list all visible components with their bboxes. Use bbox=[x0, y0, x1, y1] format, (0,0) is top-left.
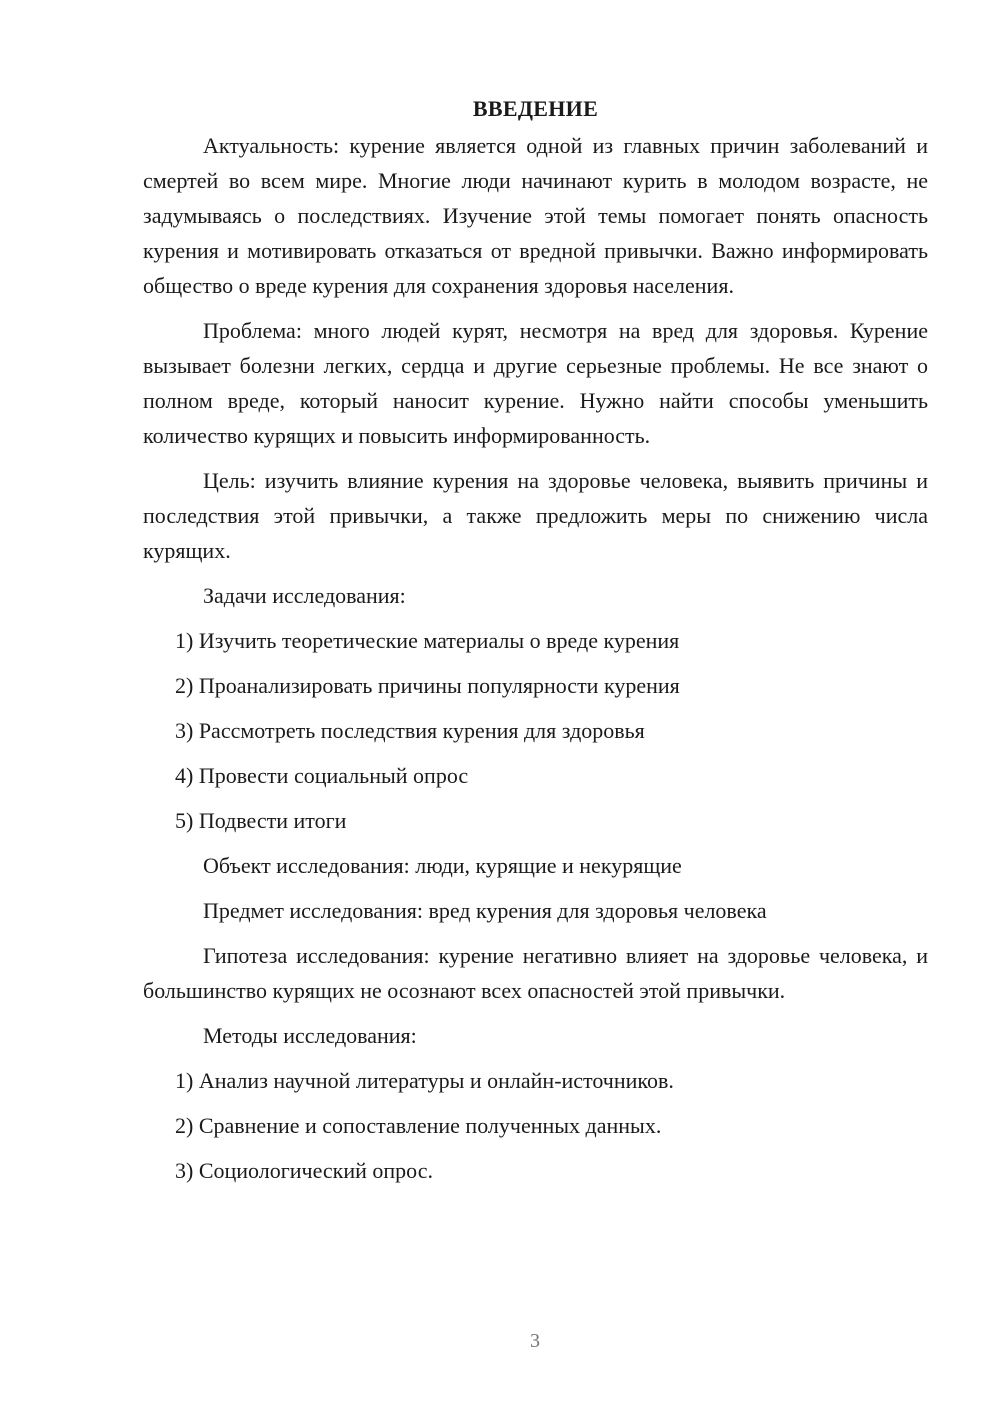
list-item: 1) Изучить теоретические материалы о вреде курения bbox=[175, 628, 680, 653]
list-item: 3) Рассмотреть последствия курения для здоровья bbox=[175, 718, 645, 743]
list-item: 4) Провести социальный опрос bbox=[175, 763, 469, 788]
goal-paragraph: Цель: изучить влияние курения на здоровье человека, выявить причины и последствия этой привычки, а также предложить меры по снижению числа курящих. bbox=[143, 468, 928, 563]
methods-list bbox=[143, 1063, 928, 1188]
section-title: ВВЕДЕНИЕ bbox=[472, 96, 599, 121]
list-item: 1) Анализ научной литературы и онлайн-источников. bbox=[175, 1068, 674, 1093]
document-page bbox=[143, 92, 928, 1198]
list-item: 3) Социологический опрос. bbox=[175, 1158, 433, 1183]
methods-heading: Методы исследования: bbox=[203, 1023, 417, 1048]
research-object: Объект исследования: люди, курящие и некурящие bbox=[203, 853, 682, 878]
tasks-heading: Задачи исследования: bbox=[203, 583, 406, 608]
list-item: 5) Подвести итоги bbox=[175, 808, 347, 833]
list-item: 2) Сравнение и сопоставление полученных данных. bbox=[175, 1113, 662, 1138]
research-subject: Предмет исследования: вред курения для здоровья человека bbox=[203, 898, 767, 923]
page-number: 3 bbox=[530, 1330, 540, 1352]
hypothesis-paragraph: Гипотеза исследования: курение негативно влияет на здоровье человека, и большинство курящих не осознают всех опасностей этой привычки. bbox=[143, 943, 928, 1003]
tasks-list bbox=[143, 623, 928, 838]
list-item: 2) Проанализировать причины популярности курения bbox=[175, 673, 680, 698]
relevance-paragraph: Актуальность: курение является одной из главных причин заболеваний и смертей во всем мире. Многие люди начинают курить в молодом возрасте, не задумываясь о последствиях. Изучение этой темы помогает понять опасность курения и мотивировать отказаться от вредной привычки. Важно информировать общество о вреде курения для сохранения здоровья населения. bbox=[143, 133, 928, 298]
problem-paragraph: Проблема: много людей курят, несмотря на вред для здоровья. Курение вызывает болезни легких, сердца и другие серьезные проблемы. Не все знают о полном вреде, который наносит курение. Нужно найти способы уменьшить количество курящих и повысить информированность. bbox=[143, 318, 928, 448]
